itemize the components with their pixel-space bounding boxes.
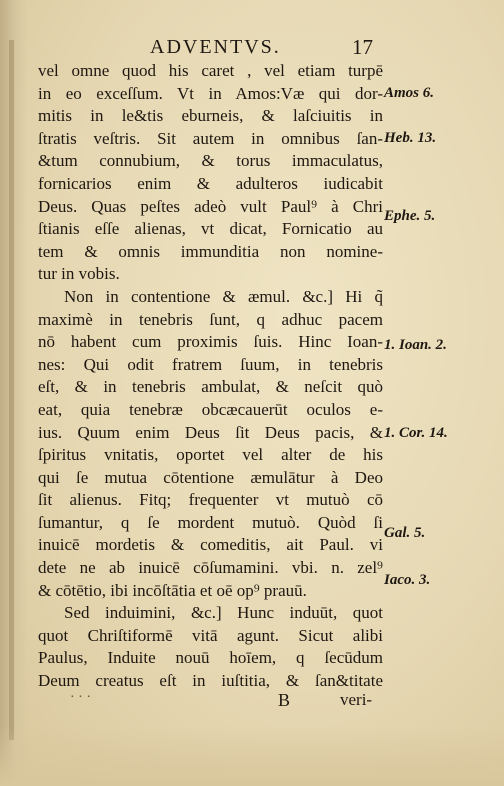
text-line: Non in contentione & æmul. &c.] Hi q̃	[64, 286, 383, 306]
page-shadow	[0, 726, 504, 786]
text-line: eat, quia tenebræ obcæcauerūt oculos e-	[38, 399, 383, 419]
margin-reference: 1. Cor. 14.	[384, 425, 448, 441]
text-line: dete ne ab inuicē cōſumamini. vbi. n. zel⁹	[38, 558, 383, 578]
text-line: tem & omnis immunditia non nomine-	[38, 241, 383, 261]
text-line: tur in vobis.	[38, 264, 120, 284]
text-line: quot Chriſtiformē vitā agunt. Sicut alibi	[38, 625, 383, 645]
margin-reference: Iaco. 3.	[384, 572, 431, 588]
text-line: maximè in tenebris ſunt, q adhuc pacem	[38, 309, 383, 329]
spine-shadow	[0, 0, 28, 786]
running-header: ADVENTVS.	[150, 36, 281, 58]
catchword: veri-	[340, 690, 373, 709]
text-line: ſumantur, q ſe mordent mutuò. Quòd ſi	[38, 512, 383, 532]
text-line: vel omne quod his caret , vel etiam turpē	[38, 61, 383, 80]
margin-reference: Ephe. 5.	[384, 208, 436, 224]
text-line: Sed induimini, &c.] Hunc induūt, quot	[64, 603, 383, 623]
text-line: &tum connubium, & torus immaculatus,	[38, 151, 383, 171]
text-line: nō habent cum proximis ſuis. Hinc Ioan-	[38, 332, 383, 352]
text-line: & cōtētio, ibi incōſtātia et oē op⁹ prauū.	[38, 580, 307, 600]
text-line: qui ſe mutua cōtentione æmulātur à Deo	[38, 467, 383, 487]
signature-mark: B	[278, 690, 291, 710]
text-line: ſtianis eſſe alienas, vt dicat, Fornicatio au	[38, 219, 383, 239]
binding-edge	[9, 40, 14, 740]
text-line: fornicarios enim & adulteros iudicabit	[38, 173, 383, 193]
text-line: Deum creatus eſt in iuſtitia, & ſan&titate	[38, 671, 383, 691]
text-line: mitis in le&tis eburneis, & laſciuitis in	[38, 106, 383, 126]
text-line: ſpiritus vnitatis, oportet vel alter de his	[38, 445, 383, 465]
text-line: ſit alienus. Fitq; frequenter vt mutuò cō	[38, 490, 383, 510]
text-line: eſt, & in tenebris ambulat, & neſcit quò	[38, 377, 383, 397]
text-line: in eo exceſſum. Vt in Amos:Væ qui dor-	[38, 83, 383, 103]
text-line: Paulus, Induite nouū hoīem, q ſecūdum	[38, 648, 383, 668]
page-number: 17	[352, 35, 373, 59]
margin-reference: Amos 6.	[384, 85, 435, 101]
margin-reference: Gal. 5.	[384, 525, 426, 541]
text-line: inuicē mordetis & comeditis, ait Paul. vi	[38, 535, 383, 555]
text-line: nes: Qui odit fratrem ſuum, in tenebris	[38, 354, 383, 374]
margin-reference: Heb. 13.	[384, 130, 437, 146]
margin-reference: 1. Ioan. 2.	[384, 337, 447, 353]
body-text	[38, 60, 383, 693]
text-line: Deus. Quas peſtes adeò vult Paul⁹ à Chri	[38, 196, 383, 216]
text-line: ius. Quum enim Deus ſit Deus pacis, &	[38, 422, 383, 442]
ornament-mark: · · ·	[70, 690, 91, 705]
text-line: ſtratis veſtris. Sit autem in omnibus ſan-	[38, 128, 383, 148]
